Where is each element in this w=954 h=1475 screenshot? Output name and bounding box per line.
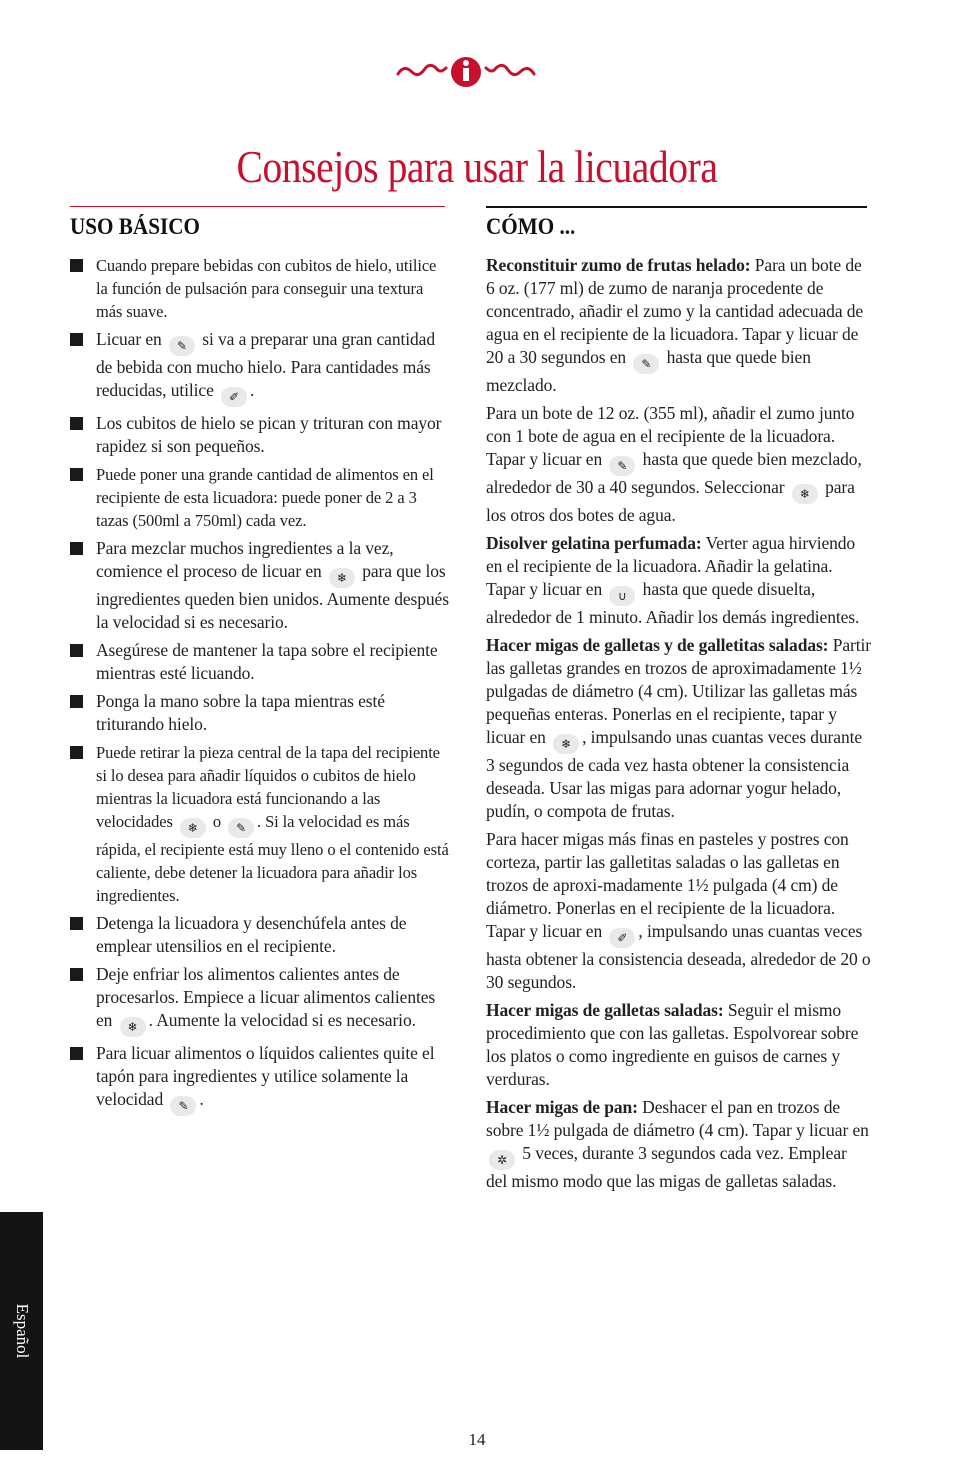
how-to-heading: CÓMO ... (486, 214, 576, 239)
paragraph-bread-crumbs (486, 1096, 871, 1193)
chop-icon: ✐ (221, 387, 247, 407)
liquefy-icon: ✎ (169, 336, 195, 356)
bullet-icon (70, 746, 83, 759)
list-item (70, 412, 450, 458)
paragraph-frozen-juice (486, 254, 871, 397)
paragraph-text: Seguir el mismo procedimiento que con las galletas. Espolvorear sobre los platos o como ingrediente en guisos de carnes y verduras. (486, 1000, 859, 1089)
language-tab (0, 1212, 43, 1450)
item-text: Para mezclar muchos ingredientes a la vez, comience el proceso de licuar en (96, 538, 394, 581)
list-item (70, 639, 450, 685)
item-text: o (212, 812, 222, 831)
paragraph-text: Verter agua hirviendo en el recipiente de la licuadora. Añadir la gelatina. Tapar y licuar en (486, 533, 856, 599)
language-tab-label: Español (12, 1303, 32, 1359)
ice-crush-icon: ❄ (180, 818, 206, 838)
item-text: Los cubitos de hielo se pican y trituran con mayor rapidez si son pequeños. (96, 413, 442, 456)
page-title: Consejos para usar la licuadora (236, 141, 718, 192)
liquefy-icon: ✎ (170, 1096, 196, 1116)
item-text: Para licuar alimentos o líquidos calientes quite el tapón para ingredientes y utilice solamente la velocidad (96, 1043, 435, 1109)
item-text: . Si la velocidad es más rápida, el recipiente está muy lleno o el contenido está caliente, debe detener la licuadora para añadir los ingredientes. (96, 812, 449, 905)
paragraph-text: Partir las galletas grandes en trozos de aproximadamente 1½ pulgadas de diámetro (4 cm). Utilizar las galletas más pequeñas enteras. Ponerlas en el recipiente, tapar y licuar en (486, 635, 871, 747)
paragraph-lead: Reconstituir zumo de frutas helado: (486, 255, 751, 275)
item-text: si va a preparar una gran cantidad de bebida con mucho hielo. Para cantidades más reducidas, utilice (96, 329, 435, 400)
basic-use-column (70, 214, 450, 1121)
list-item (70, 963, 450, 1037)
paragraph-text: hasta que quede bien mezclado. (486, 347, 811, 395)
bullet-icon (70, 417, 83, 430)
paragraph-lead: Hacer migas de galletas y de galletitas saladas: (486, 635, 829, 655)
paragraph-text: hasta que quede bien mezclado, alrededor de 30 a 40 segundos. Seleccionar (486, 449, 862, 497)
list-item (70, 463, 450, 532)
item-text: Puede retirar la pieza central de la tapa del recipiente si lo desea para añadir líquidos o cubitos de hielo mientras la licuadora está funcionando a las velocidades (96, 743, 440, 831)
liquefy-icon: ✎ (228, 818, 254, 838)
paragraph-lead: Disolver gelatina perfumada: (486, 533, 702, 553)
item-text: . (250, 380, 255, 400)
item-text: Deje enfriar los alimentos calientes antes de procesarlos. Empiece a licuar alimentos calientes en (96, 964, 436, 1030)
item-text: Ponga la mano sobre la tapa mientras esté triturando hielo. (96, 691, 385, 734)
ice-crush-icon: ❄ (553, 734, 579, 754)
item-text: . Aumente la velocidad si es necesario. (148, 1010, 416, 1030)
bullet-icon (70, 259, 83, 272)
paragraph-text: Para un bote de 12 oz. (355 ml), añadir el zumo junto con 1 bote de agua en el recipiente de la licuadora. Tapar y licuar en (486, 403, 855, 469)
paragraph-cookie-crumbs (486, 634, 871, 823)
basic-use-heading: USO BÁSICO (70, 214, 200, 239)
bullet-icon (70, 542, 83, 555)
bullet-icon (70, 917, 83, 930)
list-item (70, 1042, 450, 1116)
paragraph-text: Deshacer el pan en trozos de sobre 1½ pulgada de diámetro (4 cm). Tapar y licuar en (486, 1097, 869, 1140)
list-item (70, 254, 450, 323)
list-item (70, 912, 450, 958)
paragraph-cracker-crumbs (486, 999, 871, 1091)
paragraph-text: , impulsando unas cuantas veces durante 3 segundos de cada vez hasta obtener la consistencia deseada. Usar las migas para adornar yogur helado, pudín, o compota de frutas. (486, 727, 863, 821)
list-item (70, 537, 450, 634)
ice-crush-icon: ❄ (329, 568, 355, 588)
item-text: Detenga la licuadora y desenchúfela antes de emplear utensilios en el recipiente. (96, 913, 407, 956)
item-text: Asegúrese de mantener la tapa sobre el recipiente mientras esté licuando. (96, 640, 438, 683)
paragraph-lead: Hacer migas de galletas saladas: (486, 1000, 724, 1020)
ice-crush-icon: ❄ (792, 484, 818, 504)
title-divider-left (70, 206, 445, 207)
paragraph-lead: Hacer migas de pan: (486, 1097, 638, 1117)
list-item (70, 741, 450, 907)
mix-icon: ✲ (489, 1150, 515, 1170)
item-text: . (199, 1089, 204, 1109)
title-divider-right (486, 206, 867, 208)
stir-icon: ∪ (609, 586, 635, 606)
bullet-icon (70, 695, 83, 708)
paragraph-large-juice (486, 402, 871, 527)
bullet-icon (70, 1047, 83, 1060)
paragraph-text: 5 veces, durante 3 segundos cada vez. Emplear del mismo modo que las migas de galletas saladas. (486, 1143, 847, 1191)
bullet-icon (70, 333, 83, 346)
paragraph-fine-crumbs (486, 828, 871, 994)
bullet-icon (70, 968, 83, 981)
tips-list (70, 254, 450, 1116)
how-to-column (486, 214, 871, 1198)
list-item (70, 328, 450, 407)
paragraph-text: , impulsando unas cuantas veces hasta obtener la consistencia deseada, alrededor de 20 o 30 segundos. (486, 921, 871, 992)
liquefy-icon: ✎ (609, 456, 635, 476)
info-ornament-icon (392, 52, 540, 92)
chop-icon: ✐ (609, 928, 635, 948)
paragraph-text: hasta que quede disuelta, alrededor de 1 minuto. Añadir los demás ingredientes. (486, 579, 860, 627)
bullet-icon (70, 468, 83, 481)
item-text: Puede poner una grande cantidad de alimentos en el recipiente de esta licuadora: puede poner de 2 a 3 tazas (500ml a 750ml) cada vez. (96, 465, 434, 530)
paragraph-text: Para un bote de 6 oz. (177 ml) de zumo de naranja procedente de concentrado, añadir el zumo y la cantidad adecuada de agua en el recipiente de la licuadora. Tapar y licuar de 20 a 30 segundos en (486, 255, 864, 367)
item-text: Cuando prepare bebidas con cubitos de hielo, utilice la función de pulsación para conseguir una textura más suave. (96, 256, 437, 321)
list-item (70, 690, 450, 736)
item-text: Licuar en (96, 329, 162, 349)
ice-crush-icon: ❄ (120, 1017, 146, 1037)
page-number: 14 (468, 1430, 486, 1449)
paragraph-text: para los otros dos botes de agua. (486, 477, 855, 525)
paragraph-text: Para hacer migas más finas en pasteles y postres con corteza, partir las galletitas saladas o las galletas en trozos de aproxi-madamente 1½ pulgada (4 cm) de diámetro. Ponerlas en el recipiente de la licuadora. Tapar y licuar en (486, 829, 849, 941)
bullet-icon (70, 644, 83, 657)
paragraph-gelatin (486, 532, 871, 629)
liquefy-icon: ✎ (633, 354, 659, 374)
item-text: para que los ingredientes queden bien unidos. Aumente después la velocidad si es necesario. (96, 561, 449, 632)
